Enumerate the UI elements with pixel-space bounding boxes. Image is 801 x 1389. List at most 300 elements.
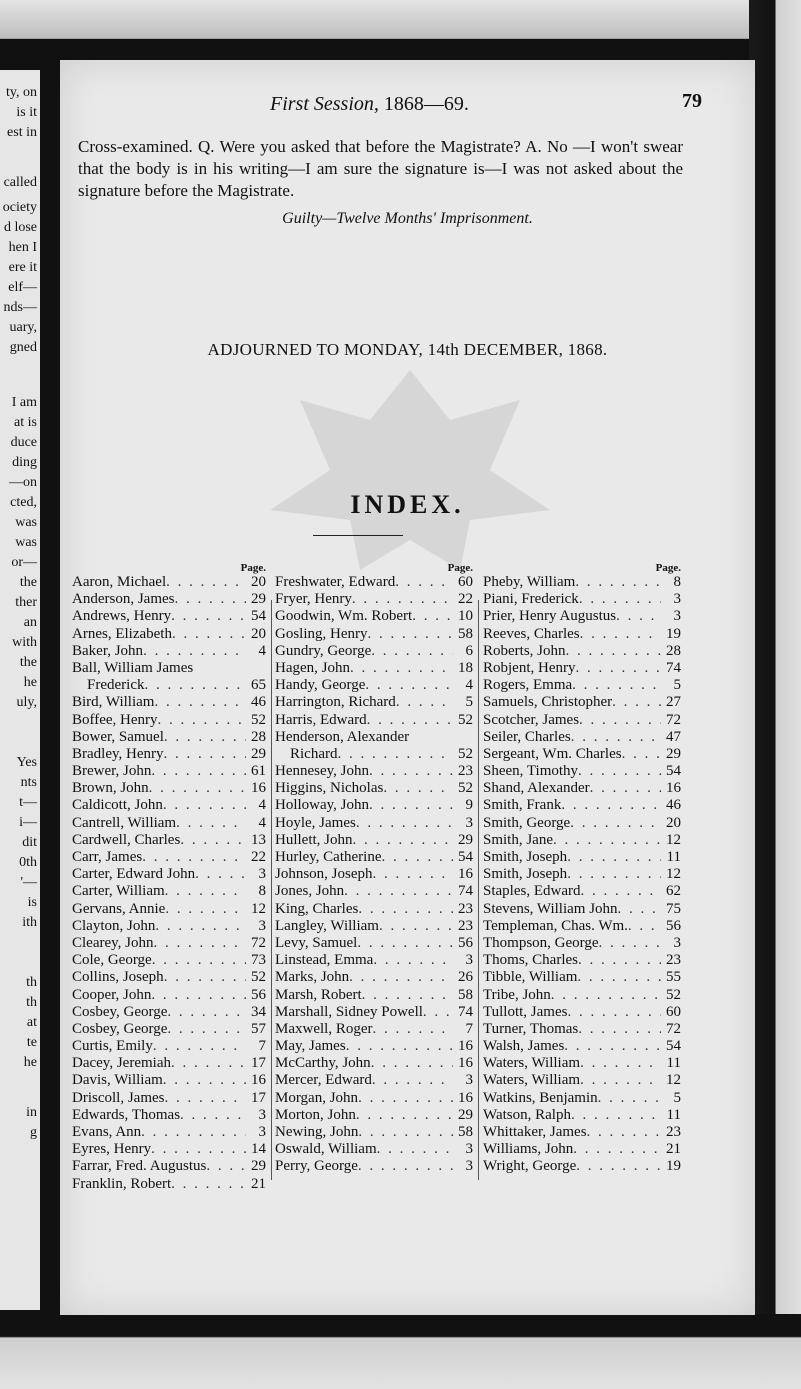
index-entry [72,883,266,900]
entry-page: 3 [465,1158,473,1175]
leader-dots [357,935,453,952]
entry-name: Boffee, Henry [72,711,158,728]
index-entry [72,797,266,814]
header-year: 1868—69. [383,93,469,115]
index-entry [72,918,266,935]
entry-name: Gosling, Henry [275,625,368,642]
entry-name: Edwards, Thomas [72,1106,181,1123]
entry-name: Collins, Joseph [72,969,164,986]
index-entry [72,1021,266,1038]
index-entry [72,815,266,832]
leader-dots [572,677,661,694]
entry-name: Scotcher, James [483,711,580,728]
leader-dots [383,780,453,797]
entry-page: 17 [251,1055,266,1072]
leader-dots [164,1090,246,1107]
index-entry [275,660,473,677]
leader-dots [561,797,661,814]
entry-name: Hurley, Catherine [275,849,382,865]
leader-dots [164,746,247,763]
index-entry [483,1004,681,1021]
index-entry [72,763,266,780]
index-entry [275,969,473,986]
index-entry [275,815,473,832]
leader-dots [587,1124,661,1141]
facing-page-text: in [26,1105,37,1120]
index-entry [275,1004,473,1021]
index-entry [72,866,266,883]
leader-dots [337,746,453,763]
leader-dots [566,643,662,660]
entry-page: 29 [251,591,266,608]
entry-name: Bradley, Henry [72,745,164,762]
index-entry [275,883,473,900]
facing-page-text: with [12,635,37,650]
index-entry [275,952,473,969]
facing-page-text: 0th [19,855,37,870]
index-entry [72,901,266,918]
facing-page-text: i— [19,815,37,830]
entry-name: Sergeant, Wm. Charles [483,745,622,762]
index-entry [72,952,266,969]
entry-page: 3 [673,591,681,608]
entry-page: 17 [251,1089,266,1106]
entry-name: Cantrell, William [72,814,177,831]
entry-name: Frederick [72,677,145,694]
index-entry [72,574,266,591]
entry-name: Fryer, Henry [275,591,352,608]
facing-page-text: elf— [8,280,37,295]
leader-dots [362,987,453,1004]
index-entry [72,677,266,694]
leader-dots [379,918,453,935]
testimony-paragraph: Cross-examined. Q. Were you asked that before the Magistrate? A. No —I won't swear that the body is in his writing—I am sure the signature is—I was not asked about the signature before the Magistrate. [78,137,683,200]
entry-name: Hagen, John [275,659,350,676]
index-entry [275,677,473,694]
leader-dots [628,918,661,935]
index-entry [72,591,266,608]
page-heading: Page. [655,562,681,574]
index-entry [483,643,681,660]
facing-page-text: t— [19,795,37,810]
index-entry [275,746,473,763]
facing-page-text: th [26,975,37,990]
leader-dots [367,712,453,729]
entry-page: 26 [458,969,473,986]
entry-name: Caldicott, John [72,797,163,814]
entry-name: Farrar, Fred. Augustus [72,1158,207,1175]
entry-page: 54 [251,608,266,625]
index-entry [275,643,473,660]
entry-page: 61 [251,763,266,780]
index-entry [275,591,473,608]
entry-name: Ball, William James [72,659,194,676]
leader-dots [349,969,453,986]
leader-dots [369,797,453,814]
entry-name: Wright, George [483,1158,577,1175]
leader-dots [412,608,453,625]
leader-dots [158,712,246,729]
index-entry [72,849,266,866]
index-entry [275,608,473,625]
entry-page: 3 [258,917,266,934]
index-entry [72,1004,266,1021]
column-divider [271,600,272,1180]
entry-page: 3 [258,866,266,883]
leader-dots [567,866,661,883]
leader-dots [396,694,453,711]
entry-page: 54 [666,763,681,780]
entry-name: Evans, Ann [72,1124,142,1140]
entry-name: Morton, John [275,1106,356,1123]
entry-page: 3 [465,952,473,969]
facing-page-text: is it [16,105,37,120]
entry-page: 56 [666,917,681,934]
page-number: 79 [682,90,702,112]
index-entry [72,1176,266,1193]
index-entry [72,987,266,1004]
entry-name: May, James [275,1038,346,1055]
index-column-2 [275,562,473,1176]
index-column-3 [483,562,681,1176]
entry-name: Anderson, James [72,591,175,608]
scan-frame-right [749,0,801,1389]
entry-page: 72 [666,711,681,728]
entry-name: Jones, John [275,883,345,900]
leader-dots [358,1158,453,1175]
leader-dots [553,832,661,849]
verdict-line: Guilty—Twelve Months' Imprisonment. [282,210,533,227]
entry-page: 52 [458,745,473,762]
leader-dots [171,1055,246,1072]
index-entry [483,883,681,900]
index-entry [72,1072,266,1089]
facing-page-text: the [19,575,37,590]
leader-dots [154,935,246,952]
entry-page: 20 [251,625,266,642]
entry-page: 20 [666,814,681,831]
index-entry [483,780,681,797]
facing-page-text: te [26,1035,37,1050]
entry-page: 12 [666,1072,681,1089]
entry-name: Brown, John [72,780,149,797]
entry-name: Aaron, Michael [72,574,167,590]
index-entry [72,935,266,952]
index-entry [483,1141,681,1158]
facing-page-text: ociety [2,200,37,215]
entry-name: Brewer, John [72,763,152,780]
index-entry [483,901,681,918]
entry-page: 18 [458,659,473,676]
entry-page: 12 [666,831,681,848]
facing-page-text: ere it [8,260,37,275]
entry-name: Smith, Joseph [483,866,568,883]
entry-name: Turner, Thomas [483,1020,579,1037]
entry-page: 28 [251,728,266,745]
leader-dots [350,660,453,677]
entry-page: 74 [666,659,681,676]
index-entry [275,849,473,866]
entry-page: 56 [251,986,266,1003]
facing-page-text: ty, on [6,85,37,100]
index-entry [72,1090,266,1107]
leader-dots [166,574,246,591]
entry-name: Thoms, Charles [483,952,578,969]
leader-dots [180,1107,246,1124]
leader-dots [206,1158,246,1175]
leader-dots [358,1124,453,1141]
entry-page: 52 [251,969,266,986]
entry-page: 52 [251,711,266,728]
leader-dots [358,901,453,918]
index-entry [72,1107,266,1124]
entry-name: Marsh, Robert [275,986,362,1003]
entry-page: 3 [673,608,681,625]
entry-page: 5 [465,694,473,711]
index-entry [483,1021,681,1038]
facing-page-text: duce [10,435,37,450]
leader-dots [616,608,661,625]
leader-dots [163,1072,246,1089]
entry-name: Smith, Joseph [483,849,568,865]
facing-page-text: uary, [9,320,37,335]
entry-name: Hullett, John [275,831,353,848]
entry-name: Perry, George [275,1158,358,1175]
index-entry [275,901,473,918]
index-entry [275,574,473,591]
facing-page-text: nts [20,775,37,790]
entry-page: 23 [458,900,473,917]
leader-dots [174,591,246,608]
leader-dots [149,780,246,797]
leader-dots [372,1072,453,1089]
entry-name: Higgins, Nicholas [275,780,384,797]
entry-name: Driscoll, James [72,1089,165,1106]
entry-name: Watkins, Benjamin [483,1089,598,1106]
entry-name: Sheen, Timothy [483,763,579,780]
entry-name: Bird, William [72,694,155,711]
leader-dots [571,729,661,746]
leader-dots [579,712,661,729]
entry-page: 74 [458,883,473,900]
entry-page: 16 [458,866,473,883]
leader-dots [180,832,246,849]
leader-dots [599,935,661,952]
entry-page: 3 [258,1106,266,1123]
entry-page: 21 [251,1175,266,1192]
leader-dots [578,763,661,780]
index-entry [483,815,681,832]
leader-dots [153,1038,246,1055]
entry-name: Levy, Samuel [275,934,358,951]
entry-page: 34 [251,1003,266,1020]
leader-dots [144,677,246,694]
entry-page: 29 [458,831,473,848]
facing-page-text: '— [20,875,37,890]
index-entry [483,660,681,677]
leader-dots [567,849,661,866]
entry-name: Watson, Ralph [483,1106,571,1123]
entry-name: Whittaker, James [483,1124,587,1140]
entry-name: Waters, William [483,1072,581,1089]
facing-page-text: he [23,675,37,690]
entry-name: Seiler, Charles [483,728,571,745]
entry-name: Shand, Alexander [483,780,590,797]
leader-dots [142,849,246,866]
index-entry [483,832,681,849]
entry-name: Templeman, Chas. Wm. [483,917,628,934]
leader-dots [172,626,246,643]
leader-dots [163,797,246,814]
leader-dots [358,1090,453,1107]
index-entry [72,832,266,849]
entry-name: Andrews, Henry [72,608,172,625]
entry-name: Dacey, Jeremiah [72,1055,171,1072]
facing-page-text: I am [11,395,37,410]
entry-page: 23 [666,952,681,969]
leader-dots [570,815,661,832]
leader-dots [344,883,453,900]
entry-name: Linstead, Emma [275,952,374,969]
leader-dots [167,1021,246,1038]
leader-dots [356,1107,453,1124]
index-entry [72,1055,266,1072]
entry-page: 9 [465,797,473,814]
facing-page-text: g [30,1125,37,1140]
entry-page: 60 [458,574,473,590]
entry-page: 20 [251,574,266,590]
leader-dots [577,969,661,986]
entry-page: 8 [673,574,681,590]
crest-watermark [220,360,600,580]
facing-page-text: ith [22,915,37,930]
index-entry [483,574,681,591]
entry-page: 56 [458,934,473,951]
index-entry [483,1038,681,1055]
entry-name: King, Charles [275,900,359,917]
facing-page-text: at [26,1015,37,1030]
entry-page: 11 [666,1055,681,1072]
entry-page: 3 [465,814,473,831]
entry-page: 52 [666,986,681,1003]
entry-page: 16 [251,780,266,797]
entry-name: Clearey, John [72,934,154,951]
index-entry [72,1038,266,1055]
entry-name: Newing, John [275,1124,359,1140]
entry-name: Marshall, Sidney Powell [275,1003,423,1020]
entry-page: 75 [666,900,681,917]
leader-dots [551,987,661,1004]
adjourned-line: ADJOURNED TO MONDAY, 14th DECEMBER, 1868. [207,340,608,359]
entry-page: 29 [666,745,681,762]
entry-name: Hennesey, John [275,763,370,780]
leader-dots [365,677,453,694]
index-title: INDEX. [350,490,465,519]
entry-page: 73 [251,952,266,969]
entry-page: 27 [666,694,681,711]
facing-page-fragment [0,70,40,1310]
index-entry [275,1038,473,1055]
facing-page-text: was [15,515,37,530]
leader-dots [171,608,246,625]
title-rule [313,535,403,536]
index-entry [72,660,266,677]
index-entry [275,729,473,746]
entry-page: 28 [666,642,681,659]
index-entry [72,712,266,729]
entry-name: Freshwater, Edward [275,574,396,590]
leader-dots [573,1141,661,1158]
index-entry [483,987,681,1004]
entry-name: Mercer, Edward [275,1072,372,1089]
leader-dots [171,1176,246,1193]
entry-page: 7 [258,1038,266,1055]
entry-page: 46 [666,797,681,814]
entry-name: Harris, Edward [275,711,367,728]
entry-name: Baker, John [72,642,144,659]
entry-name: Arnes, Elizabeth [72,625,172,642]
entry-name: Marks, John [275,969,350,986]
entry-name: Pheby, William [483,574,576,590]
entry-page: 57 [251,1020,266,1037]
facing-page-text: he [23,1055,37,1070]
leader-dots [395,574,453,591]
index-entry [72,643,266,660]
column-divider [478,600,479,1180]
index-entry [275,935,473,952]
index-entry [483,918,681,935]
index-entry [483,797,681,814]
entry-name: Franklin, Robert [72,1175,172,1192]
leader-dots [580,626,661,643]
facing-page-text: th [26,995,37,1010]
index-entry [275,1021,473,1038]
index-entry [483,1107,681,1124]
leader-dots [167,1004,246,1021]
entry-name: Stevens, William John [483,900,618,917]
leader-dots [612,694,661,711]
scan-frame-bottom [0,1314,801,1389]
index-entry [275,1055,473,1072]
leader-dots [567,1004,661,1021]
entry-name: Samuels, Christopher [483,694,613,711]
facing-page-text: cted, [10,495,37,510]
index-entry [483,935,681,952]
leader-dots [152,952,246,969]
leader-dots [618,901,661,918]
entry-page: 23 [458,917,473,934]
facing-page-text: is [27,895,37,910]
facing-page-text: or— [11,555,37,570]
leader-dots [151,987,246,1004]
entry-name: Cosbey, George [72,1003,168,1020]
leader-dots [373,952,453,969]
entry-name: Maxwell, Roger [275,1020,373,1037]
index-entry [275,797,473,814]
entry-page: 72 [666,1020,681,1037]
leader-dots [598,1090,661,1107]
entry-name: McCarthy, John [275,1055,371,1072]
entry-page: 55 [666,969,681,986]
index-entry [72,746,266,763]
index-entry [275,1107,473,1124]
leader-dots [195,866,246,883]
entry-name: Handy, George [275,677,366,694]
leader-dots [356,815,453,832]
entry-page: 3 [465,1141,473,1158]
entry-page: 10 [458,608,473,625]
entry-name: Tullott, James [483,1003,568,1020]
